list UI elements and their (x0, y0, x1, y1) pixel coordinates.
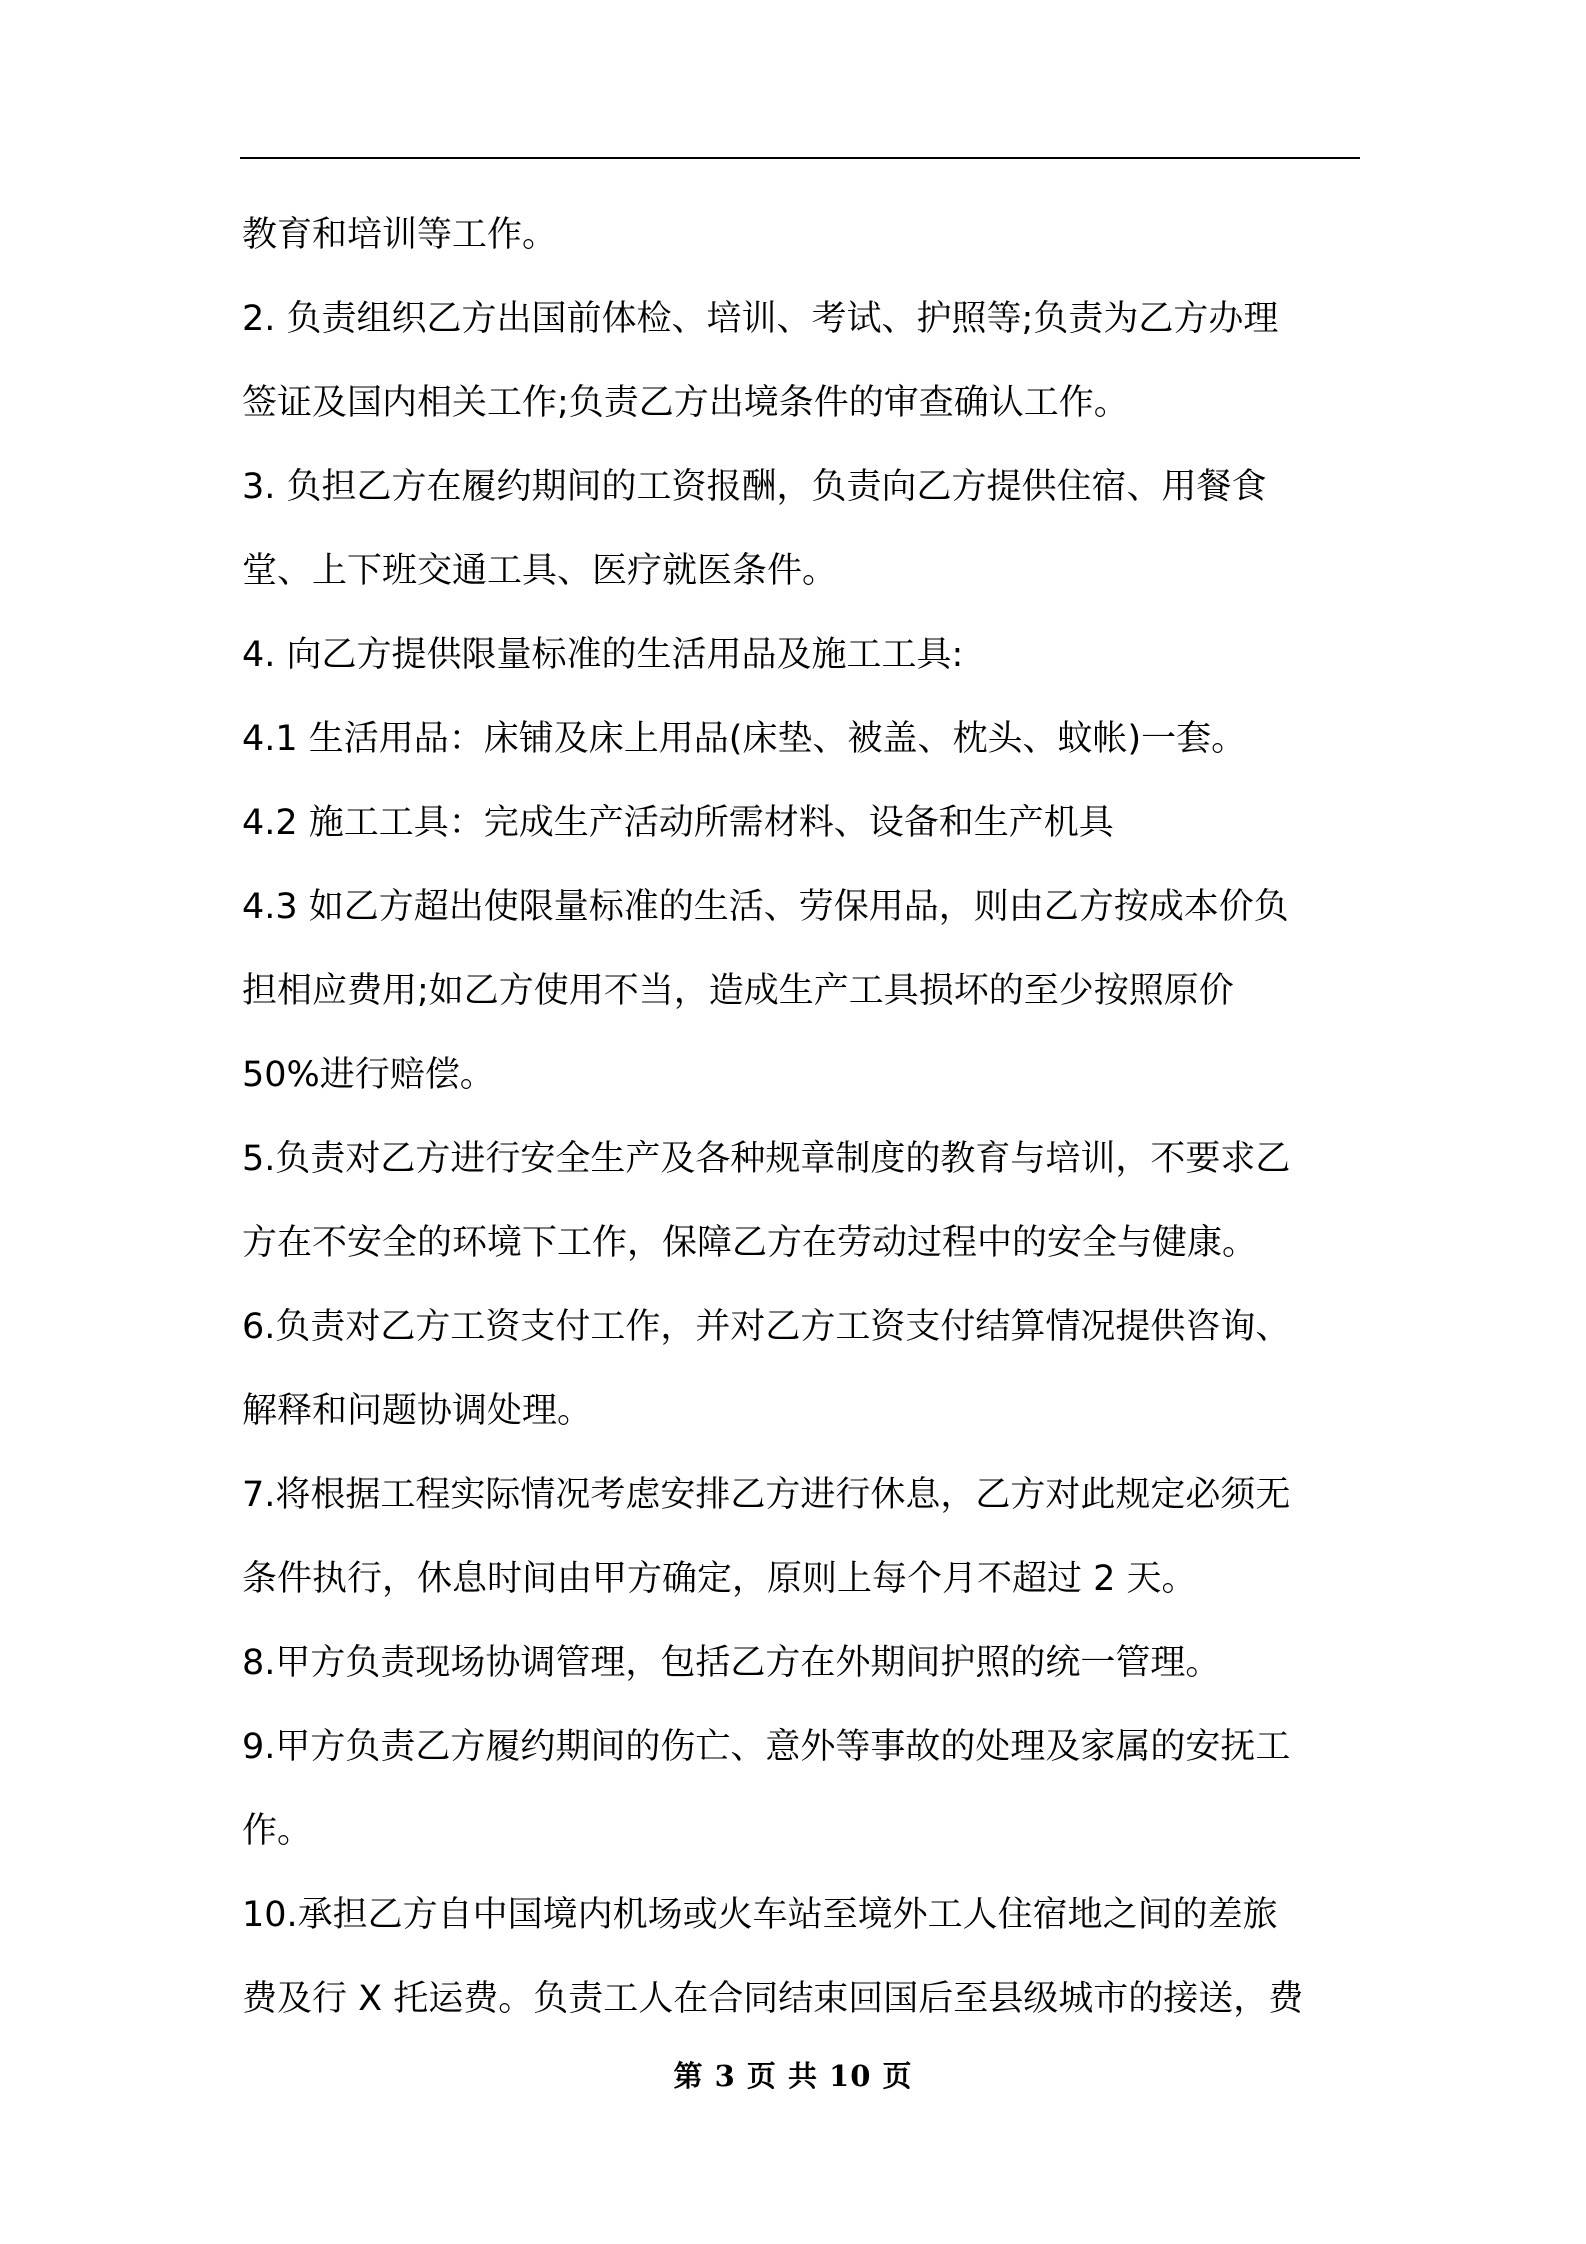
text-line: 2. 负责组织乙方出国前体检、培训、考试、护照等;负责为乙方办理 (242, 299, 1279, 339)
text-line: 教育和培训等工作。 (242, 215, 558, 255)
text-line: 条件执行，休息时间由甲方确定，原则上每个月不超过 2 天。 (242, 1559, 1197, 1599)
text-line: 4. 向乙方提供限量标准的生活用品及施工工具: (242, 635, 964, 675)
text-line: 3. 负担乙方在履约期间的工资报酬，负责向乙方提供住宿、用餐食 (242, 467, 1267, 507)
text-line: 方在不安全的环境下工作，保障乙方在劳动过程中的安全与健康。 (242, 1223, 1258, 1263)
text-line: 费及行 X 托运费。负责工人在合同结束回国后至县级城市的接送，费 (242, 1979, 1304, 2019)
text-line: 作。 (242, 1811, 313, 1851)
text-line: 10.承担乙方自中国境内机场或火车站至境外工人住宿地之间的差旅 (242, 1895, 1278, 1935)
text-line: 解释和问题协调处理。 (242, 1391, 593, 1431)
text-line: 4.2 施工工具：完成生产活动所需材料、设备和生产机具 (242, 803, 1114, 843)
text-line: 6.负责对乙方工资支付工作，并对乙方工资支付结算情况提供咨询、 (242, 1307, 1291, 1347)
text-line: 9.甲方负责乙方履约期间的伤亡、意外等事故的处理及家属的安抚工 (242, 1727, 1291, 1767)
document-body (242, 193, 1360, 2041)
text-line: 4.1 生活用品：床铺及床上用品(床垫、被盖、枕头、蚊帐)一套。 (242, 719, 1247, 759)
page-number-footer: 第 3 页 共 10 页 (673, 2059, 913, 2093)
text-line: 7.将根据工程实际情况考虑安排乙方进行休息，乙方对此规定必须无 (242, 1475, 1291, 1515)
text-line: 堂、上下班交通工具、医疗就医条件。 (242, 551, 838, 591)
text-line: 4.3 如乙方超出使限量标准的生活、劳保用品，则由乙方按成本价负 (242, 887, 1289, 927)
text-line: 签证及国内相关工作;负责乙方出境条件的审查确认工作。 (242, 383, 1129, 423)
header-rule (240, 157, 1360, 159)
text-line: 8.甲方负责现场协调管理，包括乙方在外期间护照的统一管理。 (242, 1643, 1221, 1683)
text-line: 5.负责对乙方进行安全生产及各种规章制度的教育与培训，不要求乙 (242, 1139, 1291, 1179)
text-line: 担相应费用;如乙方使用不当，造成生产工具损坏的至少按照原价 (242, 971, 1234, 1011)
text-line: 50%进行赔偿。 (242, 1055, 495, 1095)
